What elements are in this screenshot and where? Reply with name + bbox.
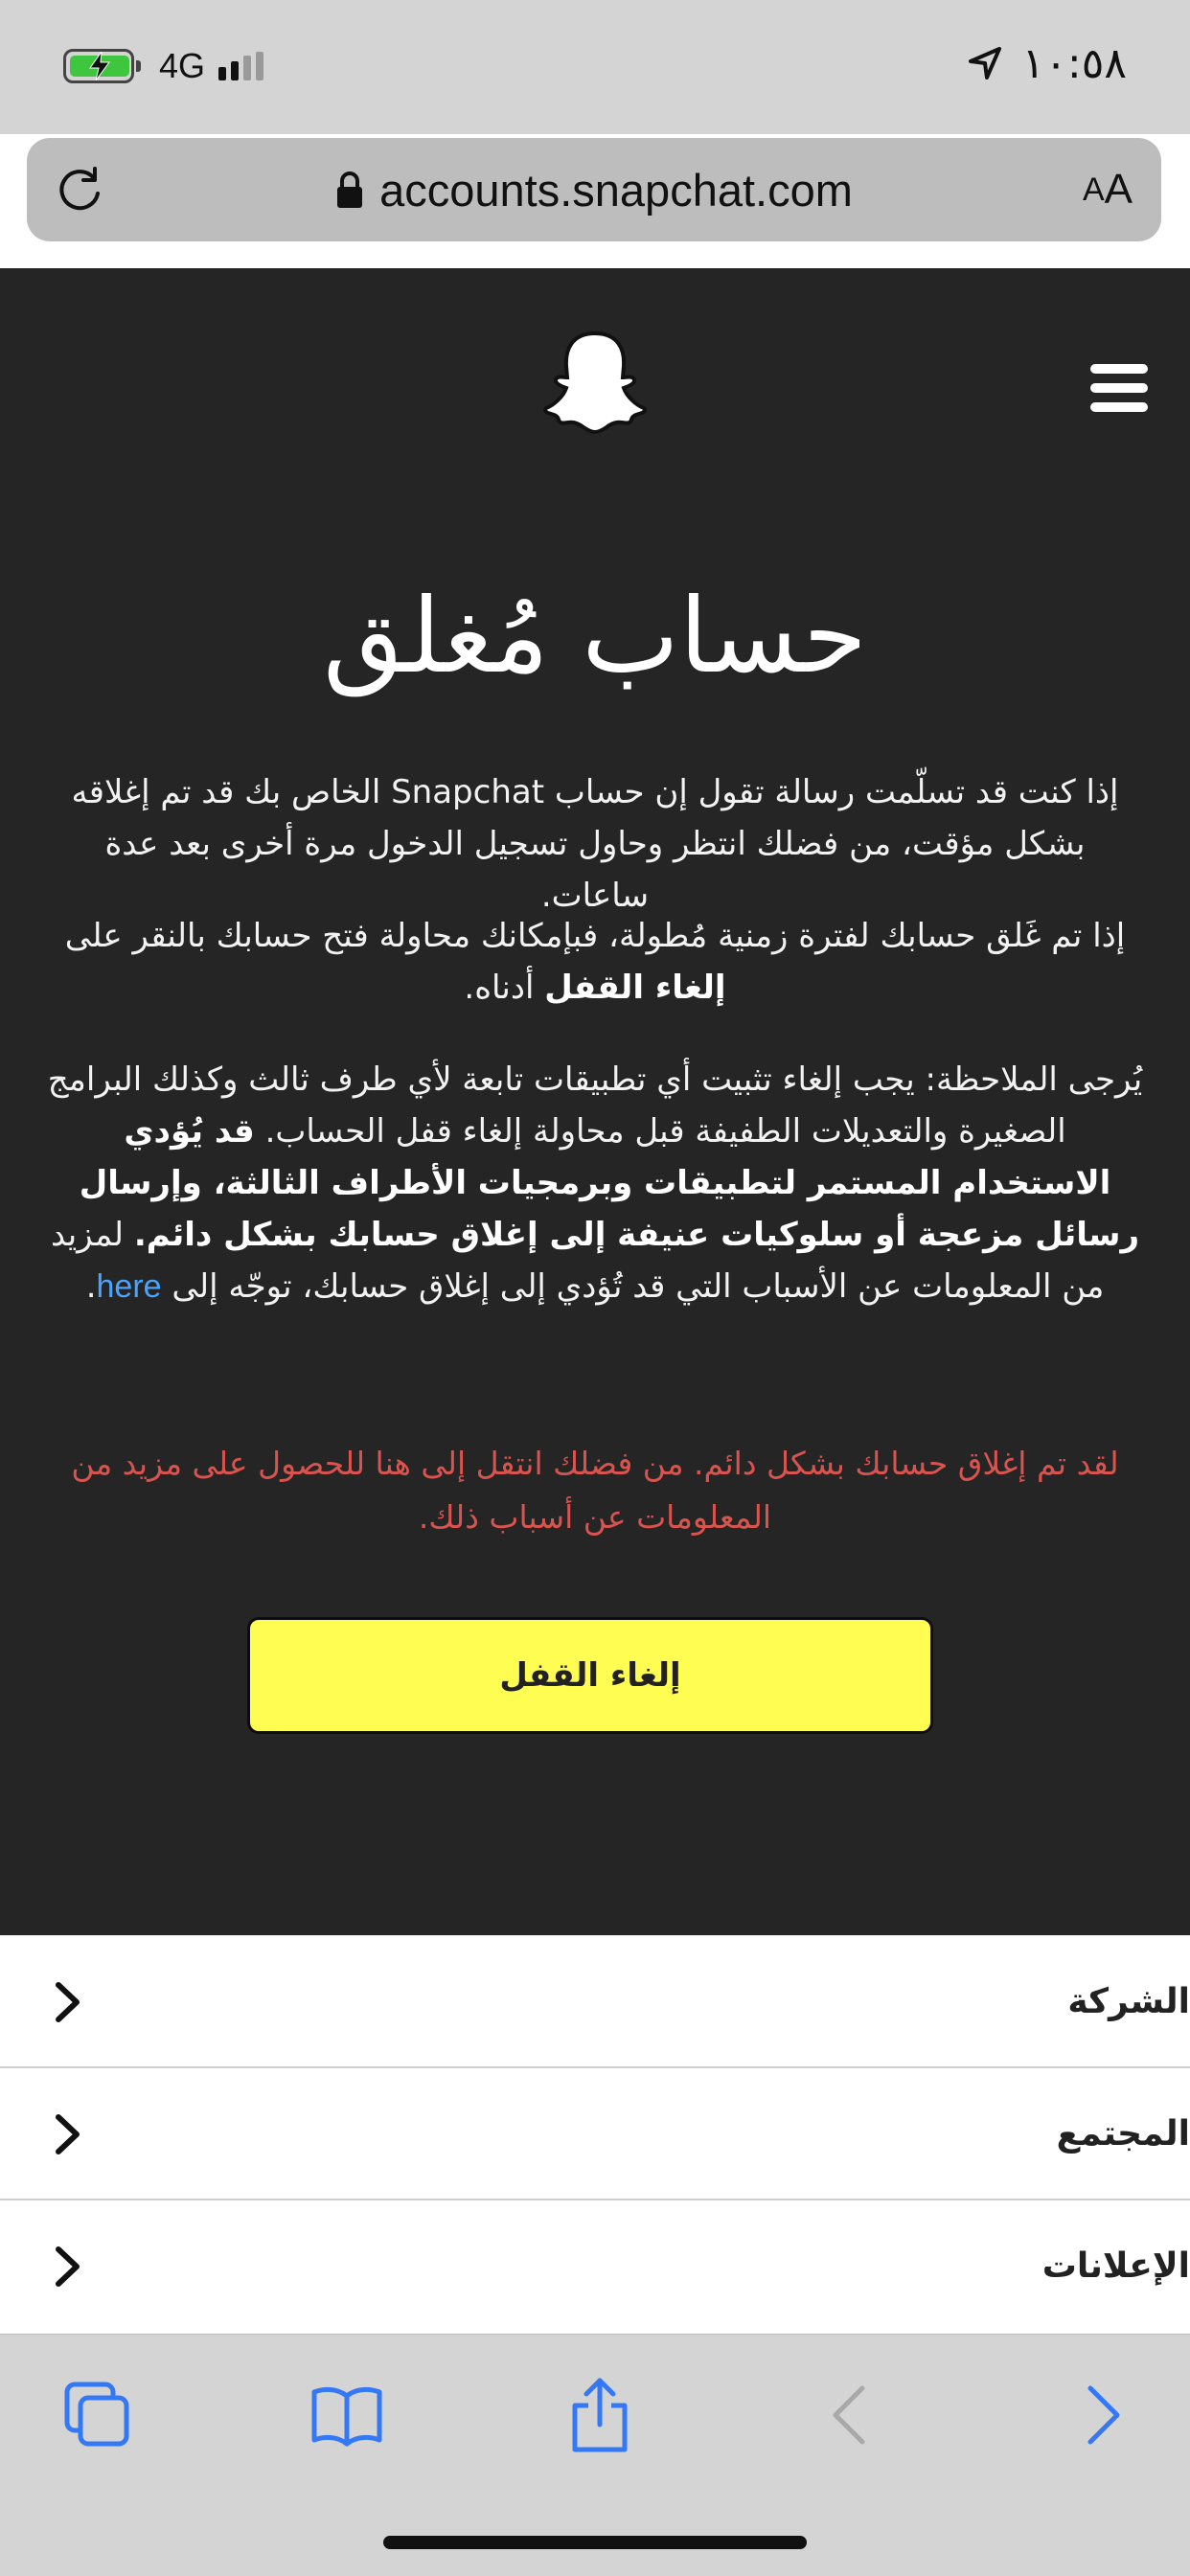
p3-more: لمزيد من المعلومات عن الأسباب التي قد تُؤدي إلى إغلاق حسابك، توجّه إلى (50, 1216, 1105, 1306)
footer-section-community[interactable] (0, 2066, 1190, 2199)
address-bar[interactable] (27, 138, 1161, 241)
chevron-right-icon (54, 2112, 82, 2156)
text-size-large-label: A (1104, 166, 1133, 213)
browser-toolbar (0, 2334, 1190, 2576)
text-size-small-label: A (1082, 171, 1105, 208)
status-right (967, 36, 1127, 90)
clock: ١٠:٥٨ (1021, 38, 1127, 88)
unlock-button[interactable]: إلغاء القفل (247, 1617, 933, 1734)
status-left (63, 42, 263, 90)
footer-section-label: الشركة (1067, 1981, 1190, 2021)
signal-bars-icon (218, 52, 263, 80)
chevron-right-icon (54, 2245, 82, 2289)
paragraph-extended-lock (46, 910, 1144, 1014)
permanent-lock-warning: لقد تم إغلاق حسابك بشكل دائم. من فضلك انتقل إلى هنا للحصول على مزيد من المعلومات عن أسباب ذلك. (71, 1445, 1119, 1536)
text-size-button[interactable] (1083, 138, 1133, 241)
p2-text: إذا تم غَلق حسابك لفترة زمنية مُطولة، فبإمكانك محاولة فتح حسابك بالنقر على (64, 917, 1126, 955)
p3-text: يُرجى الملاحظة: يجب إلغاء تثبيت أي تطبيقات تابعة لأي طرف ثالث وكذلك البرامج الصغيرة والتعديلات الطفيفة قبل محاولة إلغاء قفل الحساب. (47, 1060, 1143, 1151)
footer-section-advertising[interactable] (0, 2199, 1190, 2331)
network-type: 4G (159, 46, 206, 85)
forward-icon[interactable] (1064, 2377, 1140, 2453)
chevron-right-icon (54, 1980, 82, 2024)
footer-section-label: الإعلانات (1041, 2245, 1190, 2286)
status-bar (0, 0, 1190, 134)
lock-icon (335, 171, 364, 209)
back-icon[interactable] (812, 2377, 889, 2453)
hamburger-menu-icon[interactable] (1090, 362, 1148, 414)
footer-section-company[interactable] (0, 1935, 1190, 2066)
here-link[interactable]: here (96, 1268, 162, 1305)
url-display[interactable] (27, 138, 1161, 241)
page-title: حساب مُغلق (323, 577, 867, 696)
p2-end: أدناه. (464, 969, 535, 1007)
footer-section-label: المجتمع (1056, 2113, 1190, 2154)
location-arrow-icon (967, 45, 1003, 81)
content-panel (0, 268, 1190, 1935)
paragraph-note (46, 1054, 1144, 1312)
paragraph-temporary-lock: إذا كنت قد تسلّمت رسالة تقول إن حساب Snapchat الخاص بك قد تم إغلاقه بشكل مؤقت، من فضلك انتظر وحاول تسجيل الدخول مرة أخرى بعد عدة ساعات. (71, 773, 1119, 915)
bookmarks-icon[interactable] (309, 2377, 385, 2453)
p2-bold: إلغاء القفل (544, 969, 726, 1007)
home-indicator[interactable] (383, 2536, 807, 2549)
share-icon[interactable] (561, 2377, 638, 2453)
snapchat-ghost-icon[interactable] (542, 328, 648, 435)
footer-accordion (0, 1935, 1190, 2331)
url-text: accounts.snapchat.com (379, 164, 853, 216)
tabs-icon[interactable] (59, 2377, 136, 2453)
p3-bold: قد يُؤدي الاستخدام المستمر لتطبيقات وبرمجيات الأطراف الثالثة، وإرسال رسائل مزعجة أو سلوكيات عنيفة إلى إغلاق حسابك بشكل دائم. (79, 1112, 1140, 1254)
p3-end: . (85, 1267, 97, 1306)
battery-charging-icon (63, 49, 134, 83)
